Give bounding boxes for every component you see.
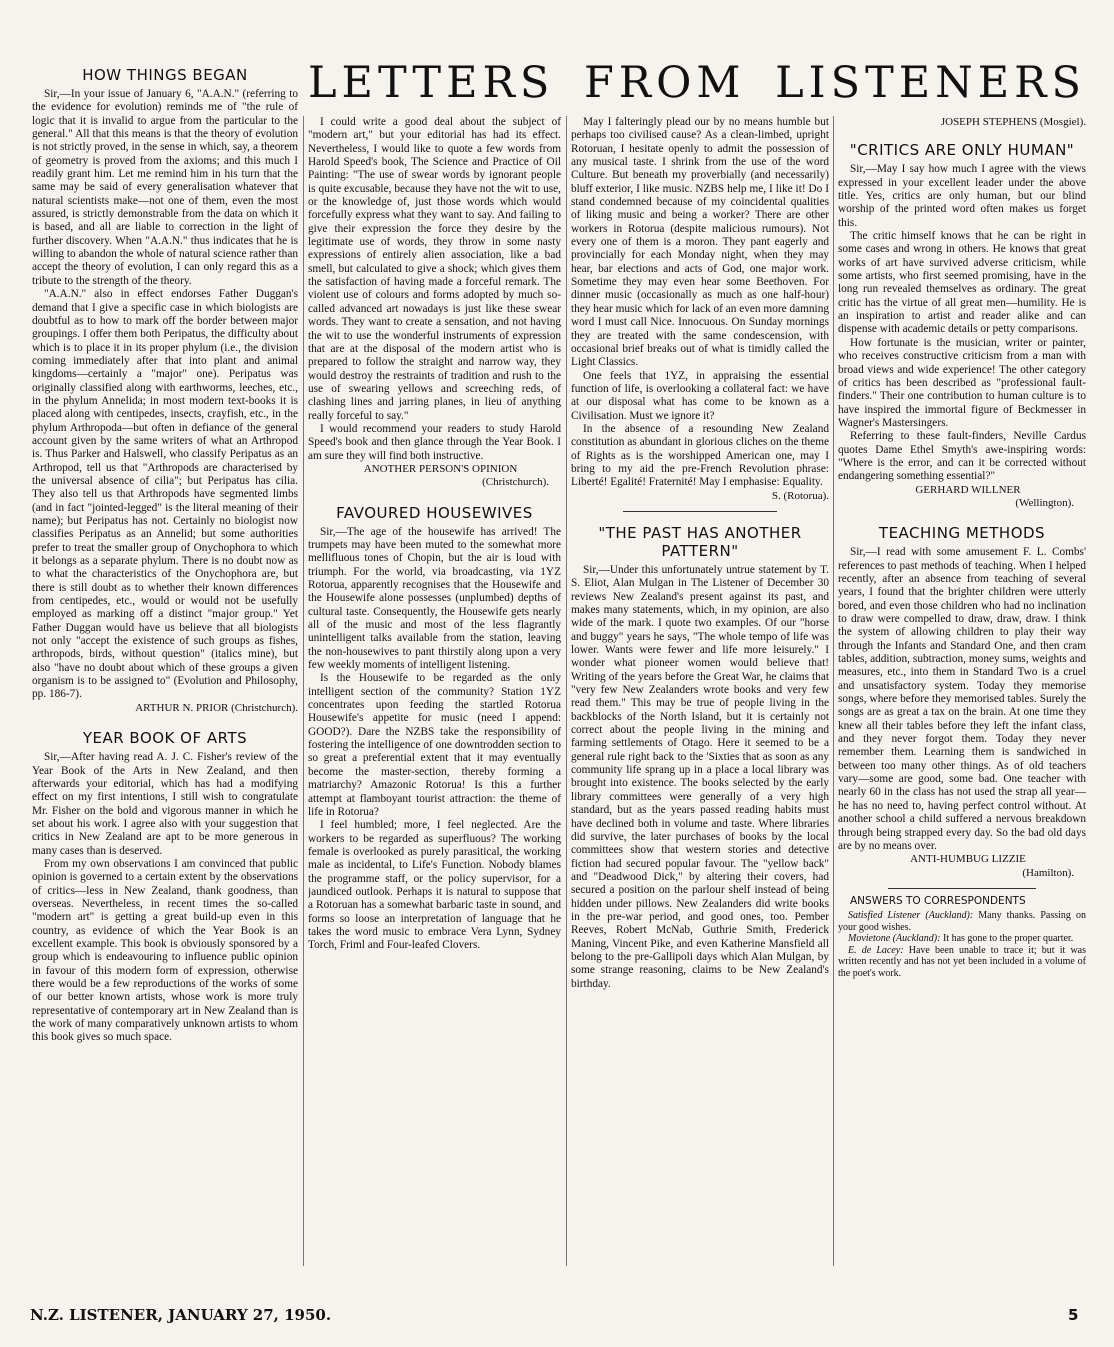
letter-heading: YEAR BOOK OF ARTS xyxy=(82,729,248,748)
letter-signature: S. (Rotorua). xyxy=(771,489,829,502)
signature-place: (Wellington). xyxy=(1015,496,1074,509)
signature-name: GERHARD WILLNER xyxy=(915,483,1021,496)
letter-paragraph: Sir,—In your issue of January 6, "A.A.N." (referring to the evidence for evolution) reminds me of "the rule of logic that it is invalid to argue from the particular to the general." All that this means is that the theory of evolution is not strictly proved, in the sense in which, say, a theorem of geometry is proved from the axioms; and this much I readily grant him. Let me remind him in his turn that the same may be said of every generalisation whatever that natural scientists make—not one of them, even the most assured, is strictly demonstrable from the data on which it is based, and all are liable to correction in the light of further discovery. When "A.A.N." thus indicates that he is willing to abandon the whole of natural science rather than accept the theory of evolution, I can only regard this as a tribute to the strength of the theory. xyxy=(32,88,298,287)
letter-paragraph: Referring to these fault-finders, Neville Cardus quotes Dame Ethel Smyth's awe-inspiring words: "Where is the error, and can it be corrected without endangering something essential?" xyxy=(838,430,1086,483)
signature-place: (Hamilton). xyxy=(1022,866,1074,879)
letter-paragraph: Sir,—The age of the housewife has arrived! The trumpets may have been muted to the somewhat more mellifluous tones of Chopin, but the air is loud with triumph. For the world, via broadcasting, via 1YZ Rotorua, apparently recognises that the Housewife and the Housewife alone possesses (unplumbed) depths of cultural taste. Consequently, the Housewife gets nearly all of the music and most of the less flagrantly unintelligent talks available from the station, leaving the non-housewives to pant thirstily along upon a very few weekly moments of intelligent listening. xyxy=(308,525,561,672)
letter-paragraph: How fortunate is the musician, writer or painter, who receives constructive criticism from a man with broad views and wide experience! The other category of critics has been described as "professional fault-finders." Their one contribution to human culture is to have inspired the immortal figure of Beckmesser in Wagner's Mastersingers. xyxy=(838,336,1086,429)
letter-signature xyxy=(838,853,1086,880)
answer-name: Satisfied Listener (Auckland): xyxy=(848,910,974,922)
letter-signature xyxy=(838,484,1086,511)
answer-item xyxy=(838,933,1086,945)
answer-text: It has gone to the proper quarter. xyxy=(942,933,1074,945)
letter-paragraph: I feel humbled; more, I feel neglected. Are the workers to be regarded as superfluous? The working female is overlooked as purely parasitical, the working male as incidental, to Life's Function. Nobody blames the programme staff, or the policy supervisor, for a jaundiced outlook. Perhaps it is natural to suppose that a Rotoruan has a somewhat barbaric taste in sound, and forms so loose an interpretation of language that he takes the word music to embrace Vera Lynn, Sydney Torch, Friml and Four-leafed Clovers. xyxy=(308,819,561,952)
column-4 xyxy=(838,116,1086,1271)
signature-name: ANTI-HUMBUG LIZZIE xyxy=(910,853,1026,866)
answer-item xyxy=(838,945,1086,980)
footer-publication: N.Z. LISTENER, JANUARY 27, 1950. xyxy=(30,1306,332,1324)
answers-heading: ANSWERS TO CORRESPONDENTS xyxy=(850,894,1026,907)
letter-paragraph: I would recommend your readers to study Harold Speed's book and then glance through the Year Book. I am sure they will find both instructive. xyxy=(308,422,561,462)
column-3 xyxy=(571,116,829,1271)
column-rule xyxy=(303,116,304,1266)
column-1 xyxy=(32,66,298,1271)
letter-signature xyxy=(308,463,561,490)
answer-text: Have been unable to trace it; but it was written recently and has not yet been included in a volume of the poet's work. xyxy=(838,944,1086,979)
letter-heading: HOW THINGS BEGAN xyxy=(82,66,248,84)
letter-heading: FAVOURED HOUSEWIVES xyxy=(336,503,533,522)
letter-signature: JOSEPH STEPHENS (Mosgiel). xyxy=(940,116,1086,128)
divider xyxy=(888,888,1037,889)
column-rule xyxy=(566,116,567,1266)
masthead-title: LETTERS FROM LISTENERS xyxy=(308,58,1086,108)
letter-paragraph: The critic himself knows that he can be right in some cases and wrong in others. He knows that great works of art have survived adverse criticism, while some artists, who first seemed promising, have in the long run revealed themselves as ordinary. The great critic has the virtue of all great men—humility. He is an inspiration to artist and reader alike and can dispense with academic details or petty comparisons. xyxy=(838,230,1086,336)
signature-name: ANOTHER PERSON'S OPINION xyxy=(363,462,518,475)
letter-paragraph: One feels that 1YZ, in appraising the essential function of life, is overlooking a collateral fact: we have at our disposal what has come to be known as a Civilisation. Must we ignore it? xyxy=(571,369,829,422)
column-rule xyxy=(833,116,834,1266)
signature-place: (Christchurch). xyxy=(482,476,549,489)
answer-name: E. de Lacey: xyxy=(848,944,904,956)
letter-paragraph: Sir,—Under this unfortunately untrue statement by T. S. Eliot, Alan Mulgan in The Listener of December 30 reviews New Zealand's present against its past, and makes many statements, which, in my opinion, are also wide of the mark. I quote two examples. Of our "horse and buggy" years he says, "The whole tempo of life was lower. Wants were fewer and life more leisurely." I wonder what pioneer women would believe that! Writing of the years before the Great War, he claims that "very few New Zealanders wrote books and very few read them." This may be true of people living in the backblocks of the North Island, but it is certainly not correct about the people living in the mining and farming settlements of Otago. Here it seemed to be a general rule right back to the 'Sixties that as soon as any community life sprang up in a place a local library was brought into existence. The books selected by the early library committees were generally of a very high standard, but as the years passed reading habits must have declined both in volume and taste. Where libraries did survive, the later purchases of books by the local committees show that western stories and detective fiction had secured popular favour. The "yellow back" and "Deadwood Dick," by altering their covers, had secured a position on the parlour shelf instead of being hidden under pillows. New Zealanders did write books in the pre-war period, and good ones, too. Pember Reeves, Robert McNab, Guthrie Smith, Frederick Maning, Vincent Pike, and even Katherine Mansfield all belong to the pre-Gallipoli days which Alan Mulgan, by some strange reasoning, claims to be New Zealand's birthday. xyxy=(571,563,829,990)
divider xyxy=(623,511,778,512)
letter-paragraph: From my own observations I am convinced that public opinion is governed to a certain extent by the observations of critics—less in New Zealand, thank goodness, than overseas. Nevertheless, in recent times the so-called "modern art" is getting a great build-up even in this country, as evidence of which the Year Book is an excellent example. This book is obviously sponsored by a group which is endeavouring to influence public opinion in favour of this modern form of expression, otherwise there would be a few reproductions of the works of some of our better known artists, whose work is more truly representative of contemporary art in New Zealand than is the work of many comparatively unknown artists to whom this book gives so much space. xyxy=(32,857,298,1044)
letter-heading: TEACHING METHODS xyxy=(878,524,1046,543)
letter-paragraph: Is the Housewife to be regarded as the only intelligent section of the community? Station 1YZ concentrates upon feeding the startled Rotorua Housewife's appetite for music (need I append: GOOD?). Dare the NZBS take the responsibility of fostering the intelligence of one downtrodden section to so great a preferential extent that it may eventually become the master-section, thereby forming a matriarchy? Amazonic Rotorua! Is this a further attempt at flamboyant tourist attraction: the theme of life in Rotorua? xyxy=(308,672,561,818)
answer-text: Many thanks. Passing on your good wishes. xyxy=(838,910,1086,933)
letter-paragraph: Sir,—I read with some amusement F. L. Combs' references to past methods of teaching. When I helped recently, after an absence from teaching of several years, I found that the brighter children were utterly bored, and even those children who had no inclination to draw were compelled to draw, draw, draw. I think the system of allowing children to play their way through the Infants and Standard One, and then cram tables, addition, subtraction, money sums, weights and measures, etc., into them in Standard Two is a cruel and unsatisfactory system. Today they memorise songs, where before they memorised tables. Surely the songs are as great a tax on the brain. At one time they knew all their tables before they left the infant class, and they never forgot them. Today they never remember them. Learning them is sandwiched in between too many other things. As of old teachers vary—some are good, some bad. One teacher with nearly 60 in the class has not used the strap all year—he has no need to, having perfect control without. At another school a child suffered a nervous breakdown through being strapped every day. So the bad old days are by no means over. xyxy=(838,546,1086,852)
answers-to-correspondents xyxy=(838,895,1086,979)
letter-paragraph: "A.A.N." also in effect endorses Father Duggan's demand that I give a specific case in which biologists are doubtful as to how to mark off the border between major groupings. I offer them both Peripatus, the difficulty about which is to place it in its proper phylum (i.e., the division coming immediately after that into plant and animal kingdoms—certainly a "major" one). Peripatus was originally classified along with earthworms, leeches, etc., in the phylum Annelida; in most modern text-books it is placed along with centipedes, insects, crayfish, etc., in the phylum Arthropoda—but often in defiance of the general account given by the same writers of what an Arthropod is. Thus Parker and Halswell, who classify Peripatus as an Arthropod, tell us that "Arthropods are characterised by the universal absence of cilia"; but Peripatus has cilia. They also tell us that Arthropods have segmented limbs (and in fact "jointed-legged" is the literal meaning of their name); but Peripatus has not. Certainly no biologist now classifies Peripatus as an Annelid; but some authorities prefer to treat the smaller group of Onychophora to which it belongs as a separate phylum. There is no doubt now as to what the characteristics of the Onychophora are, but there is still doubt as to whether their known differences from centipedes, etc., would or would not be usefully employed as marking off a distinct "major group." Yet Father Duggan would have us believe that all biologists not only "accept the existence of such groups as fishes, arthropods, birds, without question" (italics mine), but also "have no doubt about which of these groups a given organism is to be assigned to" (Evolution and Philosophy, pp. 186-7). xyxy=(32,288,298,701)
letter-paragraph: In the absence of a resounding New Zealand constitution as abundant in glorious cliches on the theme of Rights as is the worshipped American one, may I bring to my aid the pre-French Revolution phrase: Liberté! Egalité! Fraternité! May I emphasise: Equality. xyxy=(571,422,829,489)
letter-paragraph: Sir,—After having read A. J. C. Fisher's review of the Year Book of the Arts in New Zealand, and then afterwards your editorial, which has had a modifying effect on my first intentions, I still wish to congratulate Mr. Fisher on the bold and vigorous manner in which he set about his work. I agree also with your suggestion that critics in New Zealand are apt to be more generous in many cases than is deserved. xyxy=(32,751,298,857)
column-2 xyxy=(308,116,561,1271)
page-number: 5 xyxy=(1068,1306,1079,1324)
letter-signature: ARTHUR N. PRIOR (Christchurch). xyxy=(135,701,298,714)
letter-paragraph: I could write a good deal about the subject of "modern art," but your editorial has had its effect. Nevertheless, I would like to quote a few words from Harold Speed's book, The Science and Practice of Oil Painting: "The use of swear words by ignorant people is quite excusable, because they have not the wit to use, or the knowledge of, just those words which would forcefully express what they want to say. And failing to give their expression the force they desire by the legitimate use of words, they throw in some nasty expressions of entirely alien association, like a bad smell, but calculated to give a shock; which gives them the satisfaction of having made a forceful remark. The violent use of colours and forms adopted by much so-called advanced art nowadays is just like these swear words. They want to create a sensation, and not having the wit to use the wonderful instruments of expression that are at the disposal of the modern artist who is prepared to follow the straight and narrow way, they would destroy the restraints of tradition and rush to the use of swearing yellows and screeching reds, of clashing lines and jarring planes, in lieu of anything really forceful to say." xyxy=(308,116,561,422)
letter-heading: "CRITICS ARE ONLY HUMAN" xyxy=(849,141,1075,160)
answer-name: Movietone (Auckland): xyxy=(848,933,941,945)
letter-heading: "THE PAST HAS ANOTHER PATTERN" xyxy=(598,523,802,560)
letter-paragraph: Sir,—May I say how much I agree with the views expressed in your excellent leader under the above title. Yes, critics are only human, but our blind worship of the printed word often makes us forget this. xyxy=(838,163,1086,229)
answer-item xyxy=(838,910,1086,933)
letter-paragraph: May I falteringly plead our by no means humble but perhaps too civilised cause? As a clean-limbed, upright Rotoruan, I hesitate openly to admit the possession of any musical taste. I shrink from the use of the word Culture. But beneath my proverbially (and necessarily) bluff exterior, I like music. NZBS help me, I like it! Do I stand condemned because of my coincidental qualities of liking music and being a worker? There are other workers in Rotorua (despite malicious rumours). Not every one of them is a moron. They pant eagerly and provincially for each Monday night, when they may hear, bar elections and acts of God, one major work. Sometime they may even hear some Beethoven. For dinner music (occasionally as much as one half-hour) they hear music which for lack of an even more damning word I must call Nice. Innocuous. On Sunday mornings they are treated with the same condescension, with occasional brief breaks out of what is timidly called the Light Classics. xyxy=(571,116,829,369)
